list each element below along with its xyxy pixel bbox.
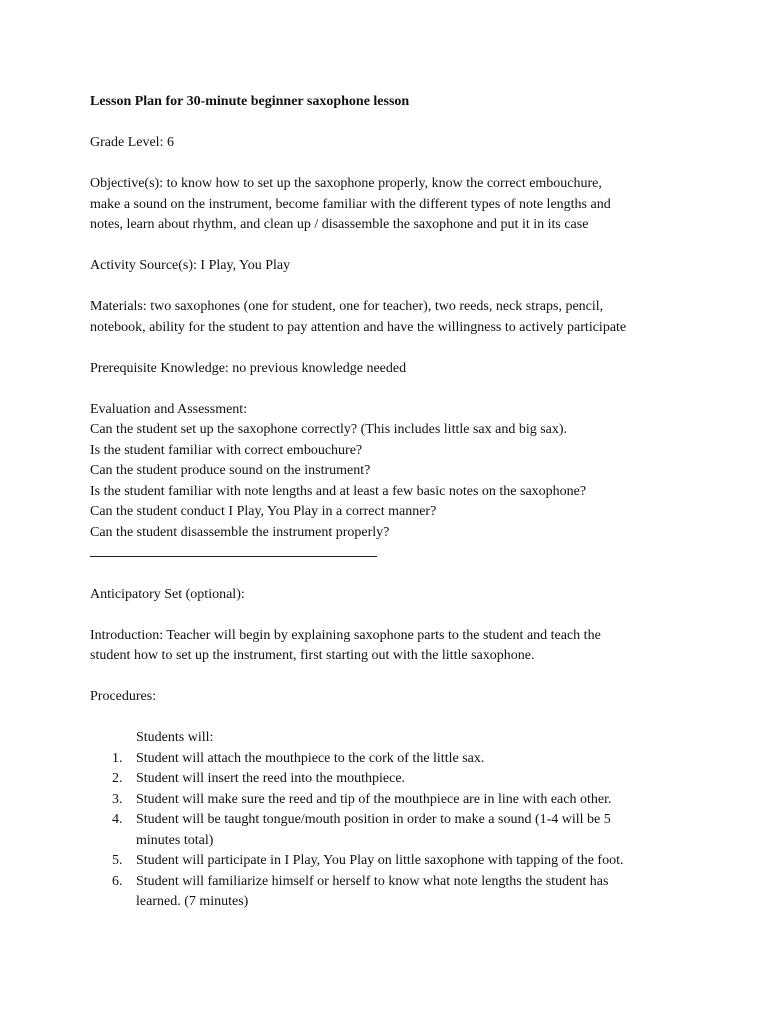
introduction-paragraph bbox=[90, 626, 690, 667]
step-number: 1. bbox=[112, 750, 123, 766]
objective-paragraph bbox=[90, 174, 690, 236]
introduction-line: Introduction: Teacher will begin by explaining saxophone parts to the student and teach the bbox=[90, 627, 601, 643]
procedures-heading: Procedures: bbox=[90, 689, 157, 704]
evaluation-item: Is the student familiar with correct embouchure? bbox=[90, 442, 363, 458]
anticipatory-set: Anticipatory Set (optional): bbox=[90, 586, 245, 602]
spacer bbox=[90, 154, 690, 175]
step-text: Student will attach the mouthpiece to the cork of the little sax. bbox=[136, 750, 485, 766]
materials-line: Materials: two saxophones (one for student, one for teacher), two reeds, neck straps, pencil, bbox=[90, 299, 604, 314]
procedure-step bbox=[90, 749, 690, 770]
spacer bbox=[90, 236, 690, 257]
step-number: 3. bbox=[112, 791, 123, 807]
procedure-step bbox=[90, 790, 690, 811]
step-number: 6. bbox=[112, 873, 123, 889]
procedure-steps-list bbox=[90, 749, 690, 913]
materials-paragraph bbox=[90, 297, 690, 338]
spacer bbox=[90, 277, 690, 298]
students-will-label: Students will: bbox=[136, 730, 214, 745]
step-number: 5. bbox=[112, 853, 123, 868]
document-page bbox=[90, 92, 690, 913]
introduction-line: student how to set up the instrument, first starting out with the little saxophone. bbox=[90, 648, 535, 663]
procedure-step bbox=[90, 769, 690, 790]
prerequisite-knowledge: Prerequisite Knowledge: no previous knowledge needed bbox=[90, 360, 407, 376]
materials-line: notebook, ability for the student to pay attention and have the willingness to actively participate bbox=[90, 319, 627, 335]
evaluation-heading: Evaluation and Assessment: bbox=[90, 401, 248, 417]
step-text: Student will insert the reed into the mouthpiece. bbox=[136, 771, 406, 786]
step-text-continued: learned. (7 minutes) bbox=[136, 894, 249, 909]
step-text: Student will make sure the reed and tip of the mouthpiece are in line with each other. bbox=[136, 791, 612, 807]
evaluation-item: Can the student conduct I Play, You Play in a correct manner? bbox=[90, 504, 437, 519]
procedure-step bbox=[90, 872, 690, 913]
evaluation-item: Can the student disassemble the instrument properly? bbox=[90, 524, 390, 540]
objective-line: Objective(s): to know how to set up the saxophone properly, know the correct embouchure, bbox=[90, 176, 602, 191]
spacer bbox=[90, 605, 690, 626]
evaluation-section bbox=[90, 400, 690, 544]
spacer bbox=[90, 379, 690, 400]
spacer bbox=[90, 708, 690, 729]
step-number: 2. bbox=[112, 771, 123, 786]
step-text: Student will be taught tongue/mouth position in order to make a sound (1-4 will be 5 bbox=[136, 812, 611, 827]
document-title: Lesson Plan for 30-minute beginner saxophone lesson bbox=[90, 94, 410, 109]
step-text: Student will participate in I Play, You Play on little saxophone with tapping of the foot. bbox=[136, 853, 624, 868]
step-text: Student will familiarize himself or herself to know what note lengths the student has bbox=[136, 873, 609, 889]
step-text-continued: minutes total) bbox=[136, 832, 214, 848]
activity-source: Activity Source(s): I Play, You Play bbox=[90, 258, 291, 273]
spacer bbox=[90, 564, 690, 585]
procedure-step bbox=[90, 851, 690, 872]
grade-level: Grade Level: 6 bbox=[90, 135, 174, 150]
spacer bbox=[90, 667, 690, 688]
spacer bbox=[90, 338, 690, 359]
procedure-step bbox=[90, 810, 690, 851]
evaluation-item: Can the student set up the saxophone correctly? (This includes little sax and big sax). bbox=[90, 422, 568, 437]
evaluation-item: Can the student produce sound on the instrument? bbox=[90, 463, 371, 478]
objective-line: notes, learn about rhythm, and clean up / disassemble the saxophone and put it in its case bbox=[90, 217, 589, 232]
step-number: 4. bbox=[112, 812, 123, 827]
objective-line: make a sound on the instrument, become familiar with the different types of note lengths and bbox=[90, 196, 611, 212]
evaluation-item: Is the student familiar with note lengths and at least a few basic notes on the saxophone? bbox=[90, 483, 587, 499]
horizontal-rule bbox=[90, 556, 377, 557]
spacer bbox=[90, 113, 690, 134]
